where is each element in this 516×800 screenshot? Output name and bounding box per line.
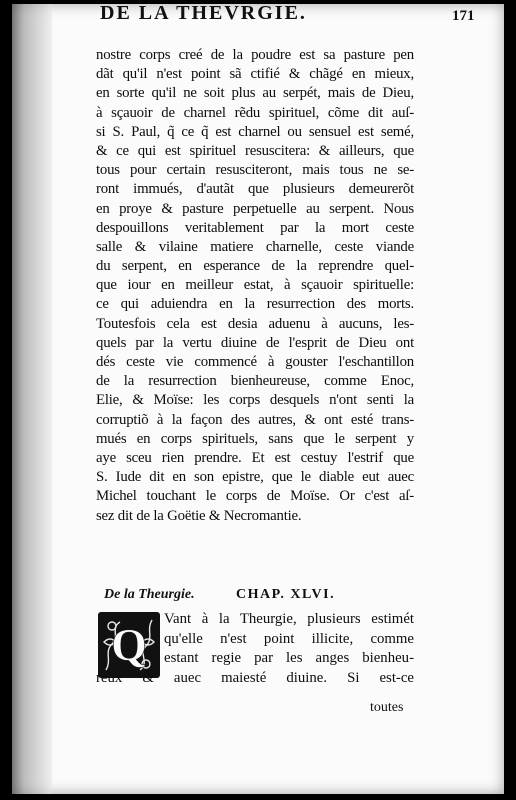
text-line: estant regie par les anges bienheu-	[164, 650, 414, 667]
text-line: & ce qui est spirituel resuscitera: & ailleurs, que	[96, 142, 414, 159]
text-line: Michel touchant le corps de Moïse. Or c'est aſ-	[96, 488, 414, 505]
text-line: S. Iude dit en son epistre, que le diable eut auec	[96, 469, 414, 486]
text-line: si S. Paul, q̃ ce q̃ est charnel ou sensuel est semé,	[96, 123, 414, 140]
chapter-number: CHAP. XLVI.	[236, 587, 336, 602]
text-line: tous pour certain resusciteront, mais tous ne se-	[96, 162, 414, 179]
text-line: Elie, & Moïse: les corps desquels n'ont senti la	[96, 392, 414, 409]
text-line: ront immués, d'autãt que plusieurs demeurerõt	[96, 181, 414, 198]
chapter-heading	[104, 587, 414, 603]
text-line: reux & auec maiesté diuine. Si est-ce	[96, 669, 414, 686]
text-line: corruptiõ à la façon des autres, & ont esté trans-	[96, 411, 414, 428]
initial-letter: Q	[111, 619, 147, 670]
text-line: de la resurrection bienheureuse, comme Enoc,	[96, 373, 414, 390]
text-line: que iour en meilleur estat, à sçauoir spirituelle:	[96, 277, 414, 294]
text-line: dés ceste vie commencé à gouster l'eschantillon	[96, 354, 414, 370]
text-line: en sorte qu'il ne soit plus au serpét, mais de Dieu,	[96, 85, 414, 102]
body-text	[96, 46, 414, 526]
page-number: 171	[452, 8, 475, 24]
text-line: Vant à la Theurgie, plusieurs estimét	[164, 611, 414, 627]
text-line: en proye & pasture perpetuelle au serpent. Nous	[96, 200, 414, 217]
text-line: à sçauoir de charnel rẽdu spirituel, cõme dit auſ-	[96, 104, 414, 121]
chapter-title: De la Theurgie.	[104, 587, 195, 602]
text-line: mués en corps spirituels, sans que le serpent y	[96, 430, 414, 447]
text-line: aye sceu rien prendre. Et est cestuy l'estrif que	[96, 449, 414, 466]
text-line: quels par la vertu diuine de l'esprit de Dieu ont	[96, 334, 414, 351]
text-line: qu'elle n'est point illicite, comme	[164, 630, 414, 647]
text-line: Toutesfois cela est desia aduenu à aucuns, les-	[96, 315, 414, 332]
chapter-text	[96, 610, 414, 688]
text-line: nostre corps creé de la poudre est sa pasture pen	[96, 47, 414, 63]
text-line: despouillons veritablement par la mort ceste	[96, 219, 414, 236]
catchword: toutes	[370, 700, 404, 715]
text-line: ce qui aduiendra en la resurrection des morts.	[96, 296, 414, 313]
running-head: DE LA THEVRGIE.	[100, 2, 307, 24]
text-line: salle & vilaine matiere charnelle, ceste viande	[96, 238, 414, 255]
text-line: dãt qu'il n'est point sã ctifié & chãgé en mieux,	[96, 66, 414, 83]
page-gutter-shadow	[12, 4, 52, 794]
text-line: sez dit de la Goëtie & Necromantie.	[96, 507, 302, 524]
text-line: du serpent, en esperance de la reprendre quel-	[96, 258, 414, 275]
